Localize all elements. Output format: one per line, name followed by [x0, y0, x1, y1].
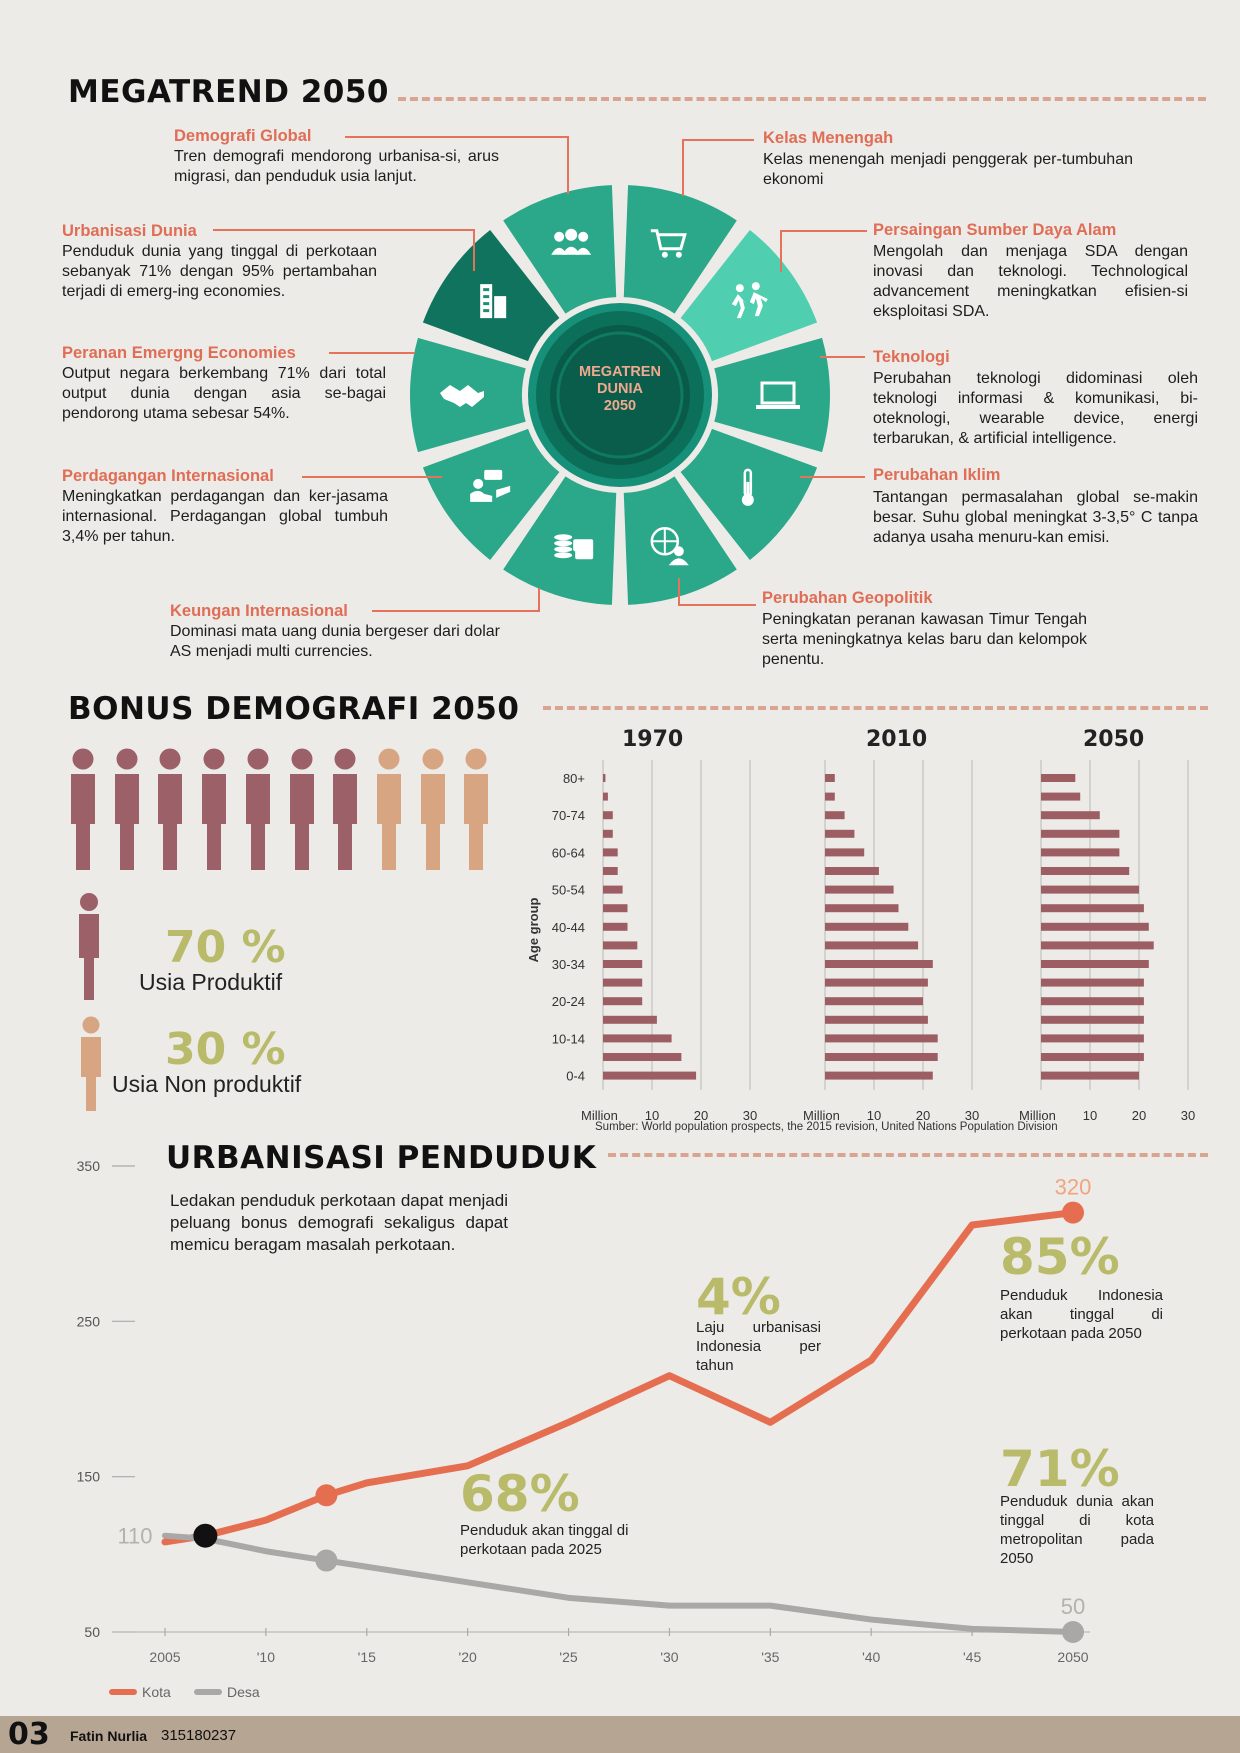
item-title-demografi: Demografi Global — [174, 127, 312, 145]
pyramid-bar — [603, 1034, 672, 1042]
item-text-emerging: Output negara berkembang 71% dari total output dunia dengan asia se-bagai pendorong utama sebesar 54%. — [62, 365, 386, 422]
pyramid-tick-label: 10-14 — [551, 1031, 585, 1047]
pyramid-x-label: 10 — [644, 1108, 660, 1123]
callout-text: Laju urbanisasi Indonesia per tahun — [696, 1319, 821, 1374]
population-pyramid-chart — [525, 760, 1215, 1135]
callout-pct: 68% — [460, 1465, 580, 1523]
x-tick-label: '15 — [357, 1649, 376, 1665]
pyramid-bar — [603, 941, 637, 949]
nonproductive-person-icon — [418, 748, 448, 872]
pyramid-bar — [825, 811, 845, 819]
x-tick-label: '20 — [458, 1649, 477, 1665]
connector-line — [820, 356, 865, 358]
item-text-urbanisasi: Penduduk dunia yang tinggal di perkotaan sebanyak 71% dengan 95% pertambahan terjadi di emerg-ing economies. — [62, 243, 377, 300]
center-line-3: 2050 — [603, 398, 637, 414]
pyramid-source: Sumber: World population prospects, the 2015 revision, United Nations Population Division — [595, 1121, 1058, 1133]
pyramid-tick-label: 80+ — [562, 771, 585, 786]
footer-id: 315180237 — [161, 1727, 237, 1744]
pyramid-bar — [1041, 848, 1119, 856]
item-text-teknologi: Perubahan teknologi didominasi oleh teknologi informasi & komunikasi, bi-oteknologi, wearable device, energi terbarukan, & artificial intelligence. — [873, 370, 1198, 447]
pyramid-bar — [1041, 1072, 1139, 1080]
pyramid-x-label: 30 — [964, 1108, 980, 1123]
pyramid-bar — [603, 979, 642, 987]
pyramid-bar — [1041, 997, 1144, 1005]
x-tick-label: '30 — [660, 1649, 679, 1665]
data-point-marker — [1062, 1621, 1084, 1643]
pyramid-bar — [1041, 941, 1154, 949]
connector-line — [678, 578, 756, 606]
callout-text: Penduduk akan tinggal di perkotaan pada 2025 — [460, 1522, 629, 1558]
pyramid-x-label: 30 — [742, 1108, 758, 1123]
pyramid-bar — [825, 1034, 938, 1042]
productive-person-icon — [155, 748, 185, 872]
pyramid-x-label: 10 — [866, 1108, 882, 1123]
bonus-title: BONUS DEMOGRAFI 2050 — [68, 691, 520, 727]
pyramid-bar — [825, 941, 918, 949]
callout-pct: 4% — [696, 1268, 781, 1326]
title-divider — [398, 97, 1206, 101]
pyramid-x-label: Million — [1019, 1108, 1056, 1123]
pyramid-bar — [825, 960, 933, 968]
pyramid-bar — [1041, 867, 1129, 875]
nonproductive-pct: 30 % — [165, 1024, 286, 1075]
pyramid-x-label: Million — [803, 1108, 840, 1123]
productive-pct: 70 % — [165, 922, 286, 973]
productive-person-icon — [112, 748, 142, 872]
pyramid-bar — [1041, 1034, 1144, 1042]
connector-line — [372, 588, 540, 612]
pyramid-bar — [603, 997, 642, 1005]
wheel-segment — [714, 338, 830, 452]
x-tick-label: '40 — [862, 1649, 881, 1665]
y-tick-label: 50 — [84, 1624, 100, 1640]
pyramid-bar — [603, 904, 628, 912]
pyramid-bar — [825, 774, 835, 782]
pyramid-bar — [1041, 904, 1144, 912]
nonproductive-person-icon — [374, 748, 404, 872]
connector-line — [302, 476, 442, 478]
legend-label: Desa — [227, 1684, 260, 1700]
pyramid-bar — [1041, 811, 1100, 819]
pyramid-year-1970: 1970 — [622, 727, 684, 752]
pyramid-bar — [825, 793, 835, 801]
pyramid-bar — [603, 830, 613, 838]
urban-title: URBANISASI PENDUDUK — [166, 1140, 597, 1176]
data-point-marker — [315, 1550, 337, 1572]
pyramid-x-label: 20 — [693, 1108, 709, 1123]
pyramid-bar — [825, 1053, 938, 1061]
nonproductive-person-icon — [76, 1016, 106, 1112]
y-tick-label: 250 — [76, 1313, 100, 1330]
pyramid-tick-label: 70-74 — [551, 808, 585, 824]
people-row — [68, 748, 500, 874]
callout-pct: 71% — [1000, 1440, 1120, 1498]
productive-person-icon — [74, 892, 104, 1002]
pyramid-bar — [825, 1016, 928, 1024]
pyramid-bar — [1041, 1053, 1144, 1061]
item-title-emerging: Peranan Emergng Economies — [62, 344, 296, 362]
item-title-geopolitik: Perubahan Geopolitik — [762, 589, 933, 607]
item-text-iklim: Tantangan permasalahan global se-makin besar. Suhu global meningkat 3-3,5° C tanpa adanya usaha menuru-kan emisi. — [873, 489, 1198, 546]
pyramid-bar — [825, 979, 928, 987]
pyramid-bar — [1041, 793, 1080, 801]
pyramid-bar — [825, 1072, 933, 1080]
wheel-center-label — [555, 364, 685, 415]
connector-line — [345, 136, 569, 194]
pyramid-year-2050: 2050 — [1083, 727, 1145, 752]
item-text-sda: Mengolah dan menjaga SDA dengan inovasi dan teknologi. Technological advancement meningkatkan efisien-si eksploitasi SDA. — [873, 243, 1188, 320]
urban-intro: Ledakan penduduk perkotaan dapat menjadi peluang bonus demografi sekaligus dapat memicu beragam masalah perkotaan. — [170, 1191, 508, 1254]
data-label: 110 — [117, 1523, 153, 1549]
connector-line — [329, 352, 415, 354]
pyramid-bar — [603, 811, 613, 819]
pyramid-bar — [1041, 1016, 1144, 1024]
pyramid-bar — [825, 848, 864, 856]
productive-person-icon — [287, 748, 317, 872]
data-point-marker — [193, 1524, 217, 1548]
pyramid-tick-label: 30-34 — [551, 957, 585, 972]
item-title-teknologi: Teknologi — [873, 348, 950, 366]
productive-person-icon — [68, 748, 98, 872]
item-title-kelas: Kelas Menengah — [763, 129, 894, 147]
pyramid-x-label: 10 — [1082, 1108, 1098, 1123]
data-label: 320 — [1054, 1174, 1092, 1200]
item-title-iklim: Perubahan Iklim — [873, 466, 1001, 484]
pyramid-bar — [1041, 923, 1149, 931]
pyramid-ylabel: Age group — [526, 897, 541, 963]
pyramid-bar — [603, 923, 628, 931]
pyramid-bar — [1041, 979, 1144, 987]
pyramid-bar — [603, 774, 605, 782]
connector-line — [800, 476, 865, 478]
item-text-demografi: Tren demografi mendorong urbanisa-si, arus migrasi, dan penduduk usia lanjut. — [174, 148, 499, 185]
bonus-divider — [543, 706, 1208, 710]
page-number: 03 — [8, 1717, 50, 1752]
pyramid-x-label: Million — [581, 1108, 618, 1123]
y-tick-label: 350 — [76, 1158, 100, 1174]
connector-line — [780, 230, 867, 272]
item-title-keuangan: Keungan Internasional — [170, 602, 348, 620]
item-title-perdagangan: Perdagangan Internasional — [62, 467, 274, 485]
pyramid-bar — [825, 904, 899, 912]
x-tick-label: 2005 — [149, 1649, 181, 1665]
nonproductive-person-icon — [461, 748, 491, 872]
pyramid-year-2010: 2010 — [866, 727, 928, 752]
pyramid-bar — [825, 867, 879, 875]
pyramid-bar — [603, 1072, 696, 1080]
pyramid-x-label: 20 — [1131, 1108, 1147, 1123]
data-label: 50 — [1060, 1594, 1086, 1619]
nonproductive-label: Usia Non produktif — [112, 1071, 302, 1097]
pyramid-bar — [1041, 886, 1139, 894]
pyramid-x-label: 20 — [915, 1108, 931, 1123]
productive-person-icon — [243, 748, 273, 872]
pyramid-bar — [603, 960, 642, 968]
pyramid-bar — [603, 886, 623, 894]
x-tick-label: '25 — [559, 1649, 578, 1665]
item-text-perdagangan: Meningkatkan perdagangan dan ker-jasama internasional. Perdagangan global tumbuh 3,4% per tahun. — [62, 488, 388, 545]
callout-text: Penduduk Indonesia akan tinggal di perkotaan pada 2050 — [1000, 1287, 1163, 1342]
productive-label: Usia Produktif — [139, 969, 283, 995]
megatrend-title: MEGATREND 2050 — [68, 74, 389, 110]
y-tick-label: 150 — [76, 1468, 100, 1485]
pyramid-bar — [1041, 830, 1119, 838]
pyramid-bar — [603, 1053, 681, 1061]
pyramid-bar — [603, 793, 608, 801]
center-line-1: MEGATREN — [579, 364, 661, 380]
pyramid-bar — [825, 923, 908, 931]
item-text-keuangan: Dominasi mata uang dunia bergeser dari dolar AS menjadi multi currencies. — [170, 623, 500, 660]
connector-line — [213, 229, 475, 271]
pyramid-bar — [1041, 960, 1149, 968]
pyramid-bar — [1041, 774, 1075, 782]
pyramid-tick-label: 50-54 — [551, 882, 585, 898]
connector-line — [682, 139, 754, 196]
pyramid-bar — [825, 886, 894, 894]
series-line-kota — [165, 1213, 1073, 1542]
pyramid-bar — [825, 830, 854, 838]
legend-label: Kota — [142, 1684, 171, 1700]
item-title-urbanisasi: Urbanisasi Dunia — [62, 222, 197, 240]
pyramid-tick-label: 20-24 — [551, 994, 585, 1010]
data-point-marker — [1062, 1202, 1084, 1224]
item-title-sda: Persaingan Sumber Daya Alam — [873, 221, 1117, 239]
pyramid-bar — [603, 1016, 657, 1024]
pyramid-tick-label: 60-64 — [551, 845, 585, 861]
footer-bar — [0, 1716, 1240, 1753]
item-text-kelas: Kelas menengah menjadi penggerak per-tumbuhan ekonomi — [763, 151, 1133, 188]
pyramid-x-label: 30 — [1180, 1108, 1196, 1123]
pyramid-bar — [603, 867, 618, 875]
callout-pct: 85% — [1000, 1228, 1120, 1286]
callout-text: Penduduk dunia akan tinggal di kota metropolitan pada 2050 — [1000, 1493, 1154, 1567]
x-tick-label: '10 — [256, 1649, 276, 1665]
item-text-geopolitik: Peningkatan peranan kawasan Timur Tengah serta meningkatnya kelas baru dan kelompok penentu. — [762, 611, 1087, 668]
pyramid-bar — [825, 997, 923, 1005]
pyramid-bar — [603, 848, 618, 856]
x-tick-label: '35 — [761, 1649, 780, 1665]
pyramid-tick-label: 40-44 — [551, 919, 585, 935]
x-tick-label: 2050 — [1057, 1649, 1089, 1665]
x-tick-label: '45 — [962, 1649, 982, 1665]
productive-person-icon — [330, 748, 360, 872]
center-line-2: DUNIA — [597, 381, 643, 397]
data-point-marker — [315, 1484, 337, 1506]
productive-person-icon — [199, 748, 229, 872]
pyramid-tick-label: 0-4 — [566, 1068, 585, 1084]
footer-author: Fatin Nurlia — [70, 1728, 148, 1744]
